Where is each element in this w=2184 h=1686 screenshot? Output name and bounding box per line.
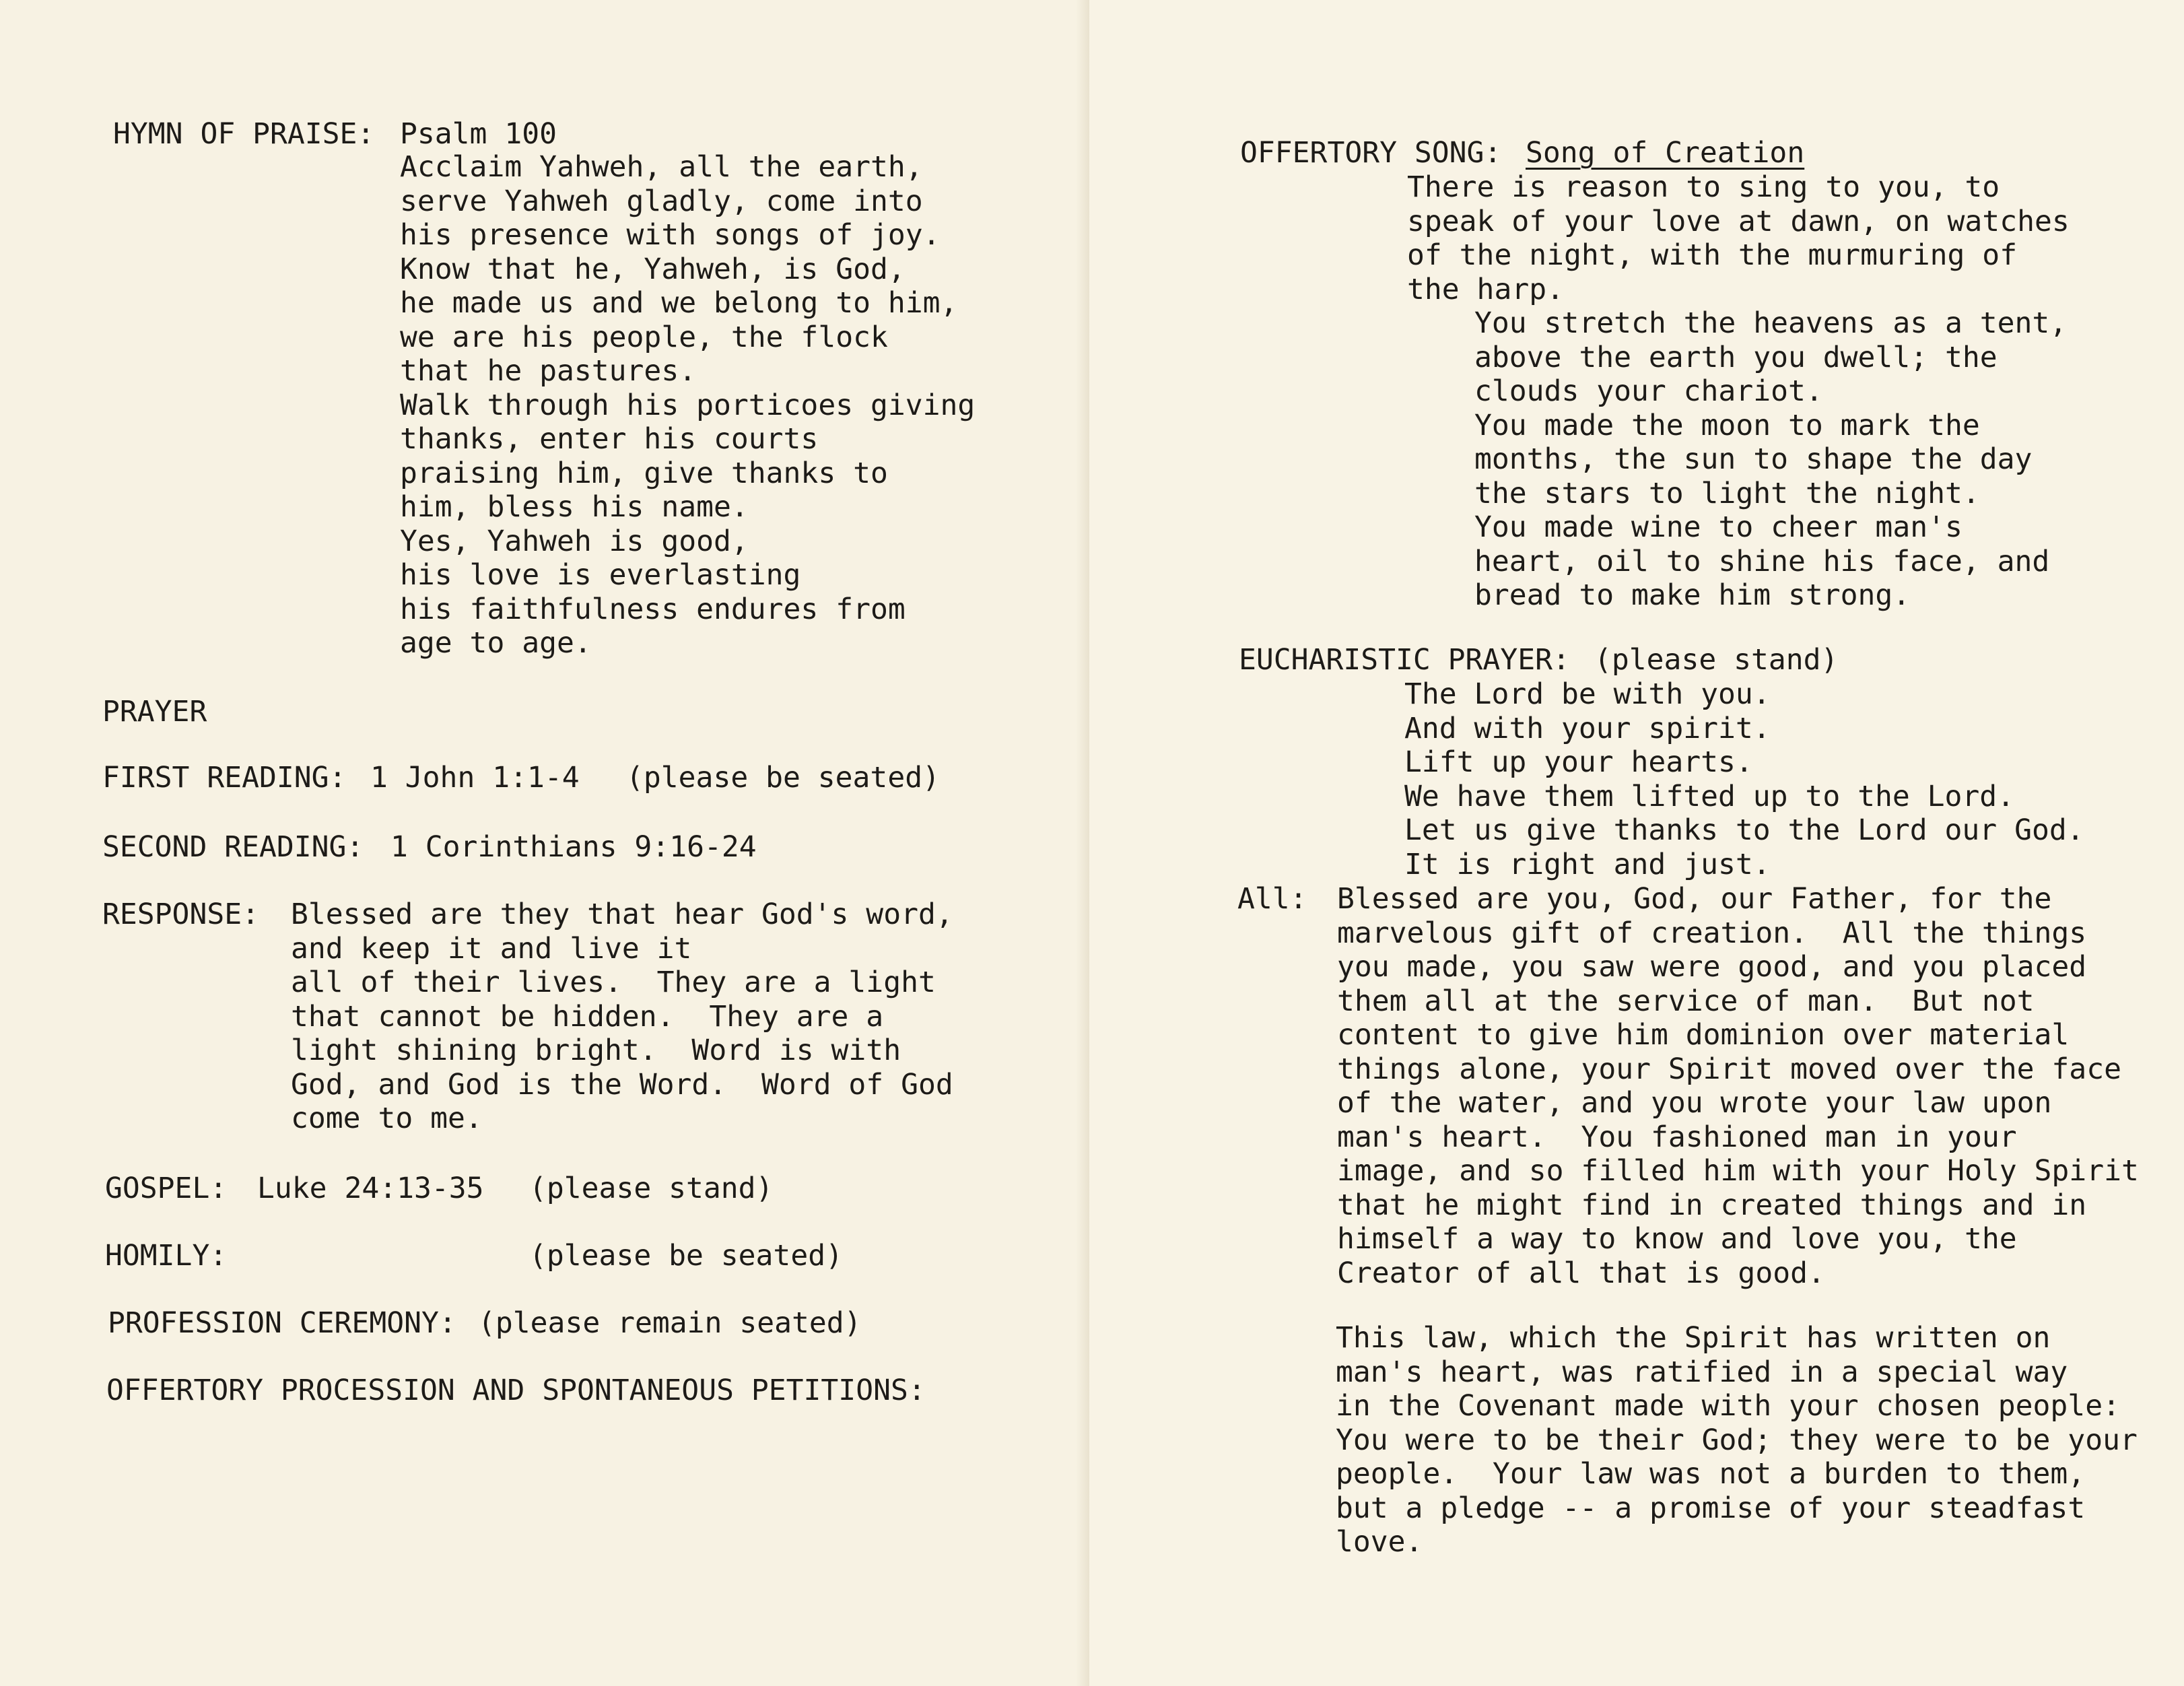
hymn-label: HYMN OF PRAISE:	[113, 117, 375, 151]
prayer-line: things alone, your Spirit moved over the face	[1337, 1052, 2121, 1086]
hymn-line: Know that he, Yahweh, is God,	[400, 252, 906, 286]
song-line: above the earth you dwell; the	[1474, 340, 1998, 374]
dialogue-line: And with your spirit.	[1404, 711, 1771, 745]
hymn-line: Yes, Yahweh is good,	[400, 524, 749, 558]
dialogue-line: The Lord be with you.	[1404, 677, 1771, 711]
hymn-line: he made us and we belong to him,	[400, 286, 958, 320]
response-line: light shining bright. Word is with	[291, 1034, 901, 1067]
hymn-line: praising him, give thanks to	[400, 456, 888, 490]
prayer-line: them all at the service of man. But not	[1337, 984, 2035, 1018]
prayer-line: in the Covenant made with your chosen people:	[1336, 1389, 2120, 1423]
hymn-line: Walk through his porticoes giving	[400, 388, 976, 422]
dialogue-line: We have them lifted up to the Lord.	[1404, 779, 2015, 813]
hymn-text	[400, 150, 975, 661]
hymn-line: serve Yahweh gladly, come into	[400, 184, 923, 218]
song-line: of the night, with the murmuring of	[1407, 238, 2018, 272]
hymn-title: Psalm 100	[400, 117, 557, 151]
hymn-line: that he pastures.	[400, 354, 697, 388]
prayer-heading: PRAYER	[102, 695, 207, 729]
hymn-line: his presence with songs of joy.	[400, 218, 941, 252]
prayer-line: himself a way to know and love you, the	[1337, 1222, 2017, 1256]
homily-label: HOMILY:	[105, 1239, 228, 1273]
hymn-line: age to age.	[400, 626, 592, 660]
profession-note: (please remain seated)	[478, 1306, 862, 1340]
offertory-song-title: Song of Creation	[1526, 136, 1805, 170]
prayer-line: content to give him dominion over material	[1337, 1018, 2070, 1052]
response-line: Blessed are they that hear God's word,	[291, 898, 953, 931]
hymn-line: his love is everlasting	[400, 558, 801, 592]
eucharistic-dialogue	[1404, 677, 2084, 881]
prayer-line: of the water, and you wrote your law upon	[1337, 1086, 2052, 1120]
prayer-line: you made, you saw were good, and you placed	[1337, 950, 2087, 984]
right-page	[1089, 0, 2184, 1686]
prayer-line: that he might find in created things and in	[1337, 1188, 2087, 1222]
prayer-line: marvelous gift of creation. All the things	[1337, 916, 2087, 950]
first-reading-note: (please be seated)	[626, 761, 940, 795]
profession-label: PROFESSION CEREMONY:	[108, 1306, 456, 1340]
hymn-line: thanks, enter his courts	[400, 422, 819, 456]
prayer-line: Blessed are you, God, our Father, for the	[1337, 882, 2052, 916]
song-line: There is reason to sing to you, to	[1407, 170, 2000, 204]
song-line: months, the sun to shape the day	[1474, 442, 2033, 476]
second-reading-label: SECOND READING:	[102, 830, 364, 864]
second-reading-citation: 1 Corinthians 9:16-24	[390, 830, 757, 864]
prayer-line: man's heart. You fashioned man in your	[1337, 1120, 2017, 1154]
prayer-line: image, and so filled him with your Holy Spirit	[1337, 1154, 2139, 1188]
song-line: the harp.	[1407, 272, 1564, 306]
first-reading-label: FIRST READING:	[102, 761, 347, 795]
song-line: the stars to light the night.	[1474, 476, 1980, 510]
response-line: come to me.	[291, 1102, 483, 1135]
dialogue-line: Let us give thanks to the Lord our God.	[1404, 813, 2084, 847]
prayer-line: love.	[1336, 1525, 1423, 1559]
first-reading-citation: 1 John 1:1-4	[370, 761, 580, 795]
prayer-line: This law, which the Spirit has written on	[1336, 1321, 2051, 1355]
eucharistic-note: (please stand)	[1594, 643, 1839, 677]
response-line: all of their lives. They are a light	[291, 966, 936, 999]
prayer-line: man's heart, was ratified in a special way	[1336, 1355, 2068, 1389]
song-line: heart, oil to shine his face, and	[1474, 544, 2050, 578]
gospel-label: GOSPEL:	[105, 1172, 228, 1205]
all-label: All:	[1237, 882, 1307, 916]
dialogue-line: It is right and just.	[1404, 847, 1771, 881]
prayer-line: Creator of all that is good.	[1337, 1256, 1825, 1290]
prayer-line: but a pledge -- a promise of your steadfast	[1336, 1491, 2086, 1525]
response-line: that cannot be hidden. They are a	[291, 999, 884, 1034]
response-line: and keep it and live it	[291, 931, 692, 966]
gospel-citation: Luke 24:13-35	[257, 1172, 484, 1205]
all-paragraph-1	[1337, 882, 2139, 1290]
song-line: You made the moon to mark the	[1474, 408, 1980, 442]
dialogue-line: Lift up your hearts.	[1404, 745, 1753, 779]
song-line: You made wine to cheer man's	[1474, 510, 1963, 544]
homily-note: (please be seated)	[529, 1239, 843, 1273]
prayer-line: people. Your law was not a burden to them,	[1336, 1457, 2086, 1491]
offertory-song-verse-2	[1474, 306, 2067, 613]
response-label: RESPONSE:	[102, 898, 259, 931]
song-line: clouds your chariot.	[1474, 374, 1823, 408]
song-line: You stretch the heavens as a tent,	[1474, 306, 2068, 340]
all-paragraph-2	[1336, 1321, 2138, 1559]
left-page	[0, 0, 1089, 1686]
hymn-line: Acclaim Yahweh, all the earth,	[400, 150, 923, 184]
gospel-note: (please stand)	[529, 1172, 774, 1205]
offertory-song-verse-1	[1407, 170, 2070, 306]
eucharistic-label: EUCHARISTIC PRAYER:	[1239, 643, 1570, 677]
offertory-song-label: OFFERTORY SONG:	[1240, 136, 1502, 170]
response-text	[291, 898, 953, 1136]
hymn-line: his faithfulness endures from	[400, 592, 906, 626]
hymn-line: him, bless his name.	[400, 490, 749, 524]
song-line: speak of your love at dawn, on watches	[1407, 204, 2070, 238]
response-line: God, and God is the Word. Word of God	[291, 1067, 953, 1102]
prayer-line: You were to be their God; they were to be your	[1336, 1423, 2138, 1457]
offertory-procession-heading: OFFERTORY PROCESSION AND SPONTANEOUS PETITIONS:	[106, 1374, 926, 1407]
song-line: bread to make him strong.	[1474, 578, 1911, 612]
hymn-line: we are his people, the flock	[400, 320, 888, 354]
